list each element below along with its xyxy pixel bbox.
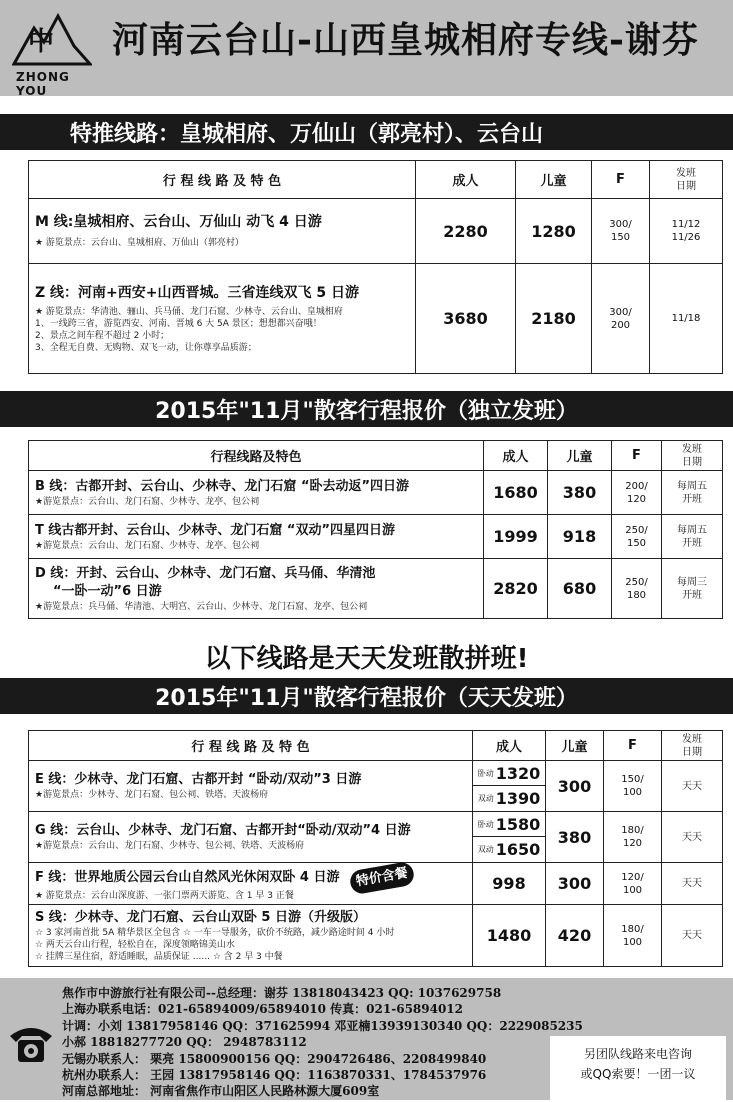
section1-banner-text: 特推线路：皇城相府、万仙山（郭亮村）、云台山 (70, 121, 544, 147)
route-title: B 线：古都开封、云台山、少林寺、龙门石窟 “卧去动返”四日游 (35, 478, 410, 494)
section3-banner-text: 2015年"11月"散客行程报价（天天发班） (155, 685, 578, 711)
col-date: 发班 日期 (662, 731, 723, 761)
adult-price: 1999 (484, 515, 548, 559)
route-title: E 线：少林寺、龙门石窟、古都开封 “卧动/双动”3 日游 (35, 772, 362, 787)
route-cell (29, 199, 416, 264)
route-cell (29, 471, 484, 515)
adult-option (473, 837, 545, 862)
child-price: 300 (546, 761, 604, 812)
f-price: 200/ 120 (612, 471, 662, 515)
route-note: 3、全程无自费、无购物、双飞一动，让你尊享品质游； (35, 342, 257, 353)
child-price: 2180 (516, 264, 592, 374)
option-price: 1390 (495, 789, 541, 808)
table-header-row (29, 161, 723, 199)
col-route: 行 程 线 路 及 特 色 (29, 731, 473, 761)
col-adult: 成人 (484, 441, 548, 471)
route-cell (29, 559, 484, 619)
table-row (29, 863, 723, 905)
consult-box: 另团队线路来电咨询 或QQ索要！一团一议 (550, 1036, 726, 1102)
footer-line: 杭州办联系人： 王园 13817958146 QQ：1163870331、1784537976 (62, 1068, 487, 1082)
f-price: 180/ 120 (604, 812, 662, 863)
footer-line: 无锡办联系人： 栗亮 15800900156 QQ：2904726486、2208499840 (62, 1052, 487, 1066)
departure-date: 11/18 (650, 264, 723, 374)
child-price: 380 (548, 471, 612, 515)
option-price: 1580 (495, 814, 541, 834)
header (0, 0, 733, 96)
f-price: 180/ 100 (604, 905, 662, 967)
adult-price: 3680 (416, 264, 516, 374)
col-route: 行 程 线 路 及 特 色 (29, 161, 416, 199)
section3-banner (0, 678, 733, 714)
section1-banner (0, 114, 733, 150)
option-price: 1650 (495, 840, 541, 859)
col-adult: 成人 (416, 161, 516, 199)
table-header-row (29, 441, 723, 471)
option-label: 卧动 (477, 819, 494, 829)
f-price: 300/ 150 (592, 199, 650, 264)
logo (4, 6, 104, 98)
child-price: 300 (546, 863, 604, 905)
route-note: ★ 游览景点：云台山、皇城相府、万仙山（郭亮村） (35, 238, 244, 248)
table-row (29, 559, 723, 619)
route-note: ★ 游览景点：云台山深度游、一张门票两天游览、含 1 早 3 正餐 (35, 890, 294, 901)
table-row (29, 515, 723, 559)
option-label: 双动 (477, 794, 494, 803)
departure-date: 天天 (662, 761, 723, 812)
route-note: ☆ 3 家河南首批 5A 精华景区全包含 ☆ 一车一导服务，砍价不统路，减少路途时间 4 小时 (35, 927, 395, 938)
route-title-line2: “一卧一动”6 日游 (53, 583, 162, 599)
departure-date: 每周五 开班 (662, 515, 723, 559)
col-child: 儿童 (516, 161, 592, 199)
adult-price: 1680 (484, 471, 548, 515)
table-row (29, 905, 723, 967)
col-f: F (592, 161, 650, 199)
footer-line: 计调：小刘 13817958146 QQ：371625994 邓亚楠13939130340 QQ：2229085235 (62, 1019, 583, 1033)
option-label: 卧动 (477, 768, 494, 778)
route-cell (29, 812, 473, 863)
col-date: 发班 日期 (662, 441, 723, 471)
table-row (29, 812, 723, 863)
mountain-logo-icon (12, 6, 92, 66)
adult-price-options (473, 812, 546, 863)
adult-price-options (473, 761, 546, 812)
route-note: ★游览景点：少林寺、龙门石窟、包公祠、铁塔、天波杨府 (35, 790, 269, 800)
col-child: 儿童 (548, 441, 612, 471)
route-cell (29, 863, 473, 905)
section2-banner-text: 2015年"11月"散客行程报价（独立发班） (155, 398, 578, 424)
f-price: 250/ 150 (612, 515, 662, 559)
col-f: F (604, 731, 662, 761)
table-header-row (29, 731, 723, 761)
table-row (29, 471, 723, 515)
route-title: T 线古都开封、云台山、少林寺、龙门石窟 “双动”四星四日游 (35, 522, 396, 538)
route-cell (29, 264, 416, 374)
adult-price: 998 (473, 863, 546, 905)
departure-date: 天天 (662, 863, 723, 905)
route-note: ★游览景点：云台山、龙门石窟、少林寺、龙亭、包公祠 (35, 540, 260, 551)
footer-line: 上海办联系电话：021-65894009/65894010 传真：021-65894012 (62, 1002, 464, 1016)
f-price: 150/ 100 (604, 761, 662, 812)
adult-option (473, 786, 545, 811)
svg-text:中: 中 (28, 27, 55, 57)
table-row (29, 264, 723, 374)
departure-date: 11/12 11/26 (650, 199, 723, 264)
route-note: ★ 游览景点：华清池、骊山、兵马俑、龙门石窟、少林寺、云台山、皇城相府 (35, 306, 343, 317)
route-title: S 线：少林寺、龙门石窟、云台山双卧 5 日游（升级版） (35, 909, 366, 925)
section2-table (28, 440, 723, 619)
child-price: 1280 (516, 199, 592, 264)
special-offer-badge: 特价含餐 (348, 860, 415, 895)
section3-table (28, 730, 723, 967)
adult-price: 2280 (416, 199, 516, 264)
logo-text: ZHONG YOU (16, 70, 70, 98)
table-row (29, 199, 723, 264)
departure-date: 每周三 开班 (662, 559, 723, 619)
route-title: F 线：世界地质公园云台山自然风光休闲双卧 4 日游 (35, 869, 340, 885)
f-price: 250/ 180 (612, 559, 662, 619)
route-cell (29, 761, 473, 812)
adult-option (473, 761, 545, 786)
option-price: 1320 (495, 763, 541, 783)
page-title: 河南云台山-山西皇城相府专线-谢芬 (112, 19, 699, 61)
section2-banner (0, 391, 733, 427)
route-title: G 线：云台山、少林寺、龙门石窟、古都开封“卧动/双动”4 日游 (35, 823, 411, 838)
route-note: ★游览景点：云台山、龙门石窟、少林寺、龙亭、包公祠 (35, 496, 260, 507)
route-note: ★游览景点：兵马俑、华清池、大明宫、云台山、少林寺、龙门石窟、龙亭、包公祠 (35, 601, 368, 612)
f-price: 120/ 100 (604, 863, 662, 905)
daily-title: 以下线路是天天发班散拼班! (204, 644, 529, 674)
route-title: Z 线：河南+西安+山西晋城。三省连线双飞 5 日游 (35, 284, 359, 301)
route-title-wrap (29, 866, 472, 890)
departure-date: 天天 (662, 905, 723, 967)
child-price: 918 (548, 515, 612, 559)
route-cell (29, 905, 473, 967)
telephone-icon (6, 1018, 56, 1072)
section1-table (28, 160, 723, 374)
departure-date: 每周五 开班 (662, 471, 723, 515)
col-f: F (612, 441, 662, 471)
col-adult: 成人 (473, 731, 546, 761)
option-label: 双动 (477, 845, 494, 854)
route-note: ☆ 挂牌三星住宿，舒适睡眠，品质保证 ...... ☆ 含 2 早 3 中餐 (35, 951, 283, 962)
child-price: 420 (546, 905, 604, 967)
route-cell (29, 515, 484, 559)
route-title: M 线:皇城相府、云台山、万仙山 动飞 4 日游 (35, 214, 322, 230)
route-note: 1、一线跨三省，游览西安、河南、晋城 6 大 5A 景区；想想都兴奋哦！ (35, 318, 322, 329)
col-date: 发班 日期 (650, 161, 723, 199)
col-child: 儿童 (546, 731, 604, 761)
route-note: 2、景点之间车程不超过 2 小时； (35, 330, 170, 341)
route-title: D 线：开封、云台山、少林寺、龙门石窟、兵马俑、华清池 (35, 565, 376, 581)
footer-line: 焦作市中游旅行社有限公司--总经理：谢芬 13818043423 QQ: 1037629758 (62, 986, 502, 1000)
footer-line: 河南总部地址： 河南省焦作市山阳区人民路林源大厦609室 (62, 1084, 380, 1098)
child-price: 680 (548, 559, 612, 619)
departure-date: 天天 (662, 812, 723, 863)
route-note: ★游览景点：云台山、龙门石窟、少林寺、包公祠、铁塔、天波杨府 (35, 841, 305, 851)
f-price: 300/ 200 (592, 264, 650, 374)
footer-line: 小郝 18818277720 QQ： 2948783112 (62, 1035, 307, 1049)
child-price: 380 (546, 812, 604, 863)
table-row (29, 761, 723, 812)
route-note: ☆ 两天云台山行程，轻松自在，深度领略锦美山水 (35, 939, 235, 950)
adult-price: 2820 (484, 559, 548, 619)
adult-price: 1480 (473, 905, 546, 967)
adult-option (473, 812, 545, 837)
col-route: 行程线路及特色 (29, 441, 484, 471)
